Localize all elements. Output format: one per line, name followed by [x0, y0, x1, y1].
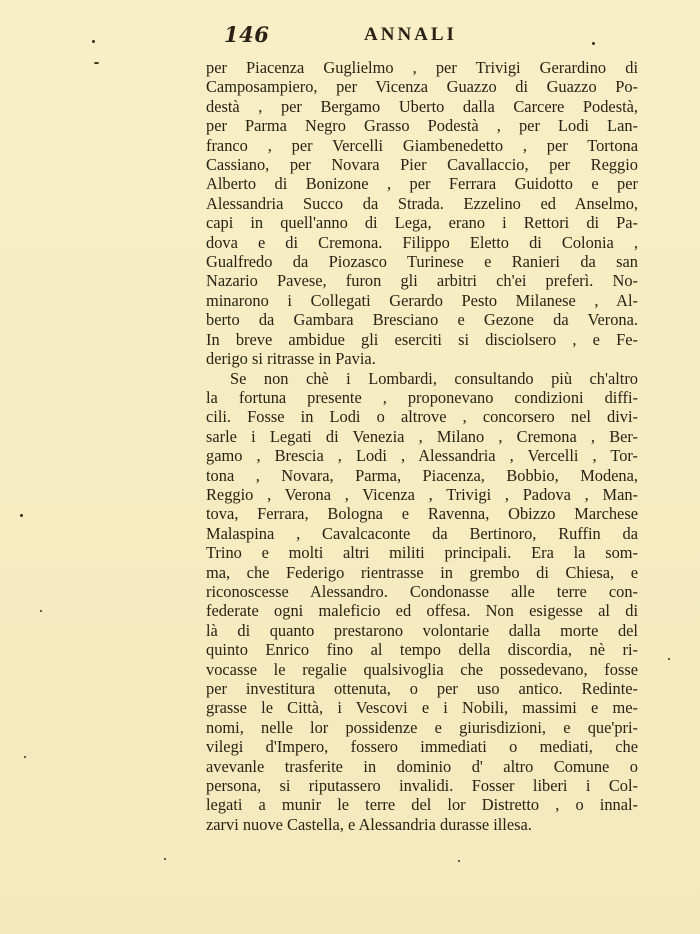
text-line: Alessandria Succo da Strada. Ezzelino ed Anselmo, [206, 193, 638, 213]
text-line: avevanle trasferite in dominio d' altro Comune o [206, 756, 638, 776]
text-line: vocasse le regalie qualsivoglia che possedevano, fosse [206, 659, 638, 679]
scan-speck [94, 62, 99, 64]
text-line: franco , per Vercelli Giambenedetto , per Tortona [206, 135, 638, 155]
paragraph-1 [206, 58, 638, 369]
text-line: grasse le Città, i Vescovi e i Nobili, massimi e me- [206, 698, 638, 718]
text-line: quinto Enrico fino al tempo della discordia, nè ri- [206, 640, 638, 660]
text-line: minarono i Collegati Gerardo Pesto Milanese , Al- [206, 290, 638, 310]
running-head: ANNALI [364, 24, 457, 45]
paragraph-2 [206, 369, 638, 835]
scan-speck [20, 514, 23, 517]
text-line: federate ogni maleficio ed offesa. Non esigesse al di [206, 601, 638, 621]
text-line: Trino e molti altri militi principali. Era la som- [206, 543, 638, 563]
scan-speck [592, 42, 595, 45]
text-line: là di quanto prestarono volontarie dalla morte del [206, 620, 638, 640]
text-line: In breve ambidue gli eserciti si disciolsero , e Fe- [206, 329, 638, 349]
text-line: capi in quell'anno di Lega, erano i Rettori di Pa- [206, 213, 638, 233]
text-line: per Piacenza Guglielmo , per Trivigi Gerardino di [206, 58, 638, 77]
text-line: ma, che Federigo rientrasse in grembo di Chiesa, e [206, 562, 638, 582]
text-line: persona, si riputassero invalidi. Fosser liberi i Col- [206, 776, 638, 796]
text-line: Alberto di Bonizone , per Ferrara Guidotto e per [206, 174, 638, 194]
text-line: cili. Fosse in Lodi o altrove , concorsero nel divi- [206, 407, 638, 427]
page-header [0, 22, 700, 52]
text-line: Reggio , Verona , Vicenza , Trivigi , Padova , Man- [206, 484, 638, 504]
scan-speck [668, 658, 670, 660]
text-line: derigo si ritrasse in Pavia. [206, 349, 376, 369]
text-line: Malaspina , Cavalcaconte da Bertinoro, Ruffin da [206, 523, 638, 543]
text-line: dova e di Cremona. Filippo Eletto di Colonia , [206, 232, 638, 252]
text-line: nomi, nelle lor possidenze e giurisdizioni, e que'pri- [206, 717, 638, 737]
page-number: 146 [224, 22, 270, 47]
text-line: berto da Gambara Bresciano e Gezone da Verona. [206, 310, 638, 330]
scan-speck [92, 40, 95, 43]
text-line: Gualfredo da Piozasco Turinese e Ranieri da san [206, 252, 638, 272]
body-text [206, 58, 638, 834]
text-line: per investitura ottenuta, o per uso antico. Redinte- [206, 679, 638, 698]
text-line: zarvi nuove Castella, e Alessandria durasse illesa. [206, 814, 532, 834]
scan-speck [40, 610, 42, 612]
text-line: sarle i Legati di Venezia , Milano , Cremona , Ber- [206, 426, 638, 446]
text-line: tova, Ferrara, Bologna e Ravenna, Obizzo Marchese [206, 504, 638, 524]
text-line: per Parma Negro Grasso Podestà , per Lodi Lan- [206, 116, 638, 136]
text-line: riconoscesse Alessandro. Condonasse alle terre con- [206, 581, 638, 601]
text-line: gamo , Brescia , Lodi , Alessandria , Vercelli , Tor- [206, 446, 638, 466]
text-line: la fortuna presente , proponevano condizioni diffi- [206, 387, 638, 407]
scan-speck [164, 858, 166, 860]
text-line: destà , per Bergamo Uberto dalla Carcere Podestà, [206, 96, 638, 116]
text-line: tona , Novara, Parma, Piacenza, Bobbio, Modena, [206, 465, 638, 485]
text-line: legati a munir le terre del lor Distretto , o innal- [206, 795, 638, 815]
text-line: Cassiano, per Novara Pier Cavallaccio, per Reggio [206, 155, 638, 175]
text-line: Camposampiero, per Vicenza Guazzo di Guazzo Po- [206, 77, 638, 97]
text-line: Nazario Pavese, furon gli arbitri ch'ei preferì. No- [206, 271, 638, 291]
scan-speck [24, 756, 26, 758]
text-line: vilegi d'Impero, fossero immediati o mediati, che [206, 737, 638, 757]
scan-speck [458, 860, 460, 862]
text-line: Se non chè i Lombardi, consultando più ch'altro [230, 368, 638, 388]
